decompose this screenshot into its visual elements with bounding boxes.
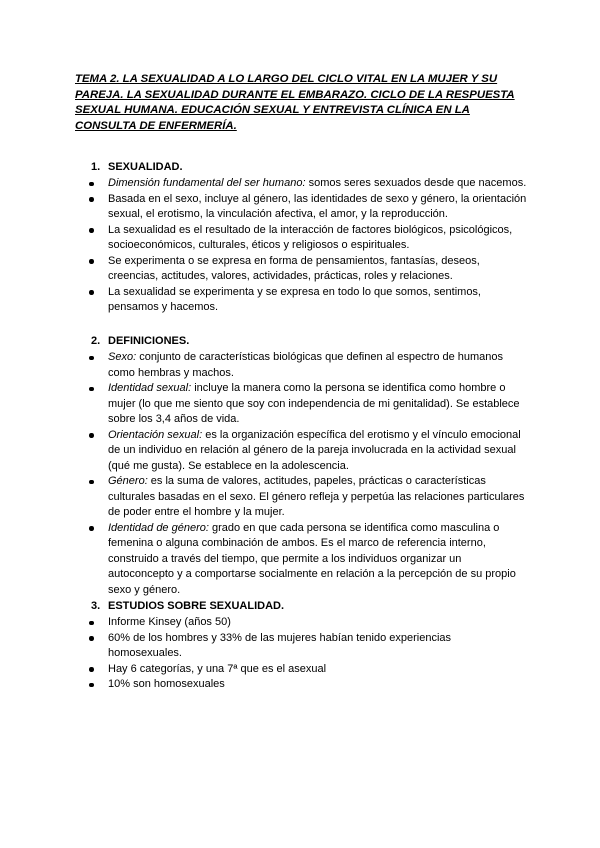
list-item xyxy=(0,381,600,428)
bullet-icon xyxy=(89,683,94,688)
bullet-list xyxy=(0,176,600,316)
bullet-list xyxy=(0,615,600,693)
section-heading xyxy=(91,334,189,349)
term: Sexo: xyxy=(108,351,137,363)
bullet-icon xyxy=(89,526,94,531)
bullet-icon xyxy=(89,621,94,626)
bullet-icon xyxy=(89,387,94,392)
bullet-icon xyxy=(89,290,94,295)
bullet-icon xyxy=(89,480,94,485)
bullet-icon xyxy=(89,636,94,641)
document-title: TEMA 2. LA SEXUALIDAD A LO LARGO DEL CICLO VITAL EN LA MUJER Y SU PAREJA. LA SEXUALIDAD DURANTE EL EMBARAZO. CICLO DE LA RESPUESTA SEXUAL HUMANA. EDUCACIÓN SEXUAL Y ENTREVISTA CLÍNICA EN LA CONSULTA DE ENFERMERÍA. xyxy=(75,73,515,132)
section-heading xyxy=(91,160,183,175)
item-text: es la organización específica del erotismo y el vínculo emocional de un individuo en relación al género de la pareja involucrada en la actividad sexual (qué me gusta). Se establece en la adolescencia. xyxy=(108,428,521,472)
list-item xyxy=(0,615,600,631)
bullet-icon xyxy=(89,667,94,672)
list-item xyxy=(0,176,600,192)
item-text: Informe Kinsey (años 50) xyxy=(108,616,231,628)
bullet-icon xyxy=(89,182,94,187)
item-text: 60% de los hombres y 33% de las mujeres habían tenido experiencias homosexuales. xyxy=(108,631,452,659)
item-text: La sexualidad se experimenta y se expresa en todo lo que somos, sentimos, pensamos y hacemos. xyxy=(108,285,481,313)
list-item xyxy=(0,474,600,521)
list-item xyxy=(0,662,600,678)
term: Dimensión fundamental del ser humano: xyxy=(108,177,306,189)
list-item xyxy=(0,428,600,475)
section-number: 3. xyxy=(91,600,101,612)
item-text: incluye la manera como la persona se identifica como hombre o mujer (lo que me siento que soy con independencia de mi genitalidad). Se establece sobre los 3,4 años de vida. xyxy=(108,382,520,425)
section-heading xyxy=(91,599,284,614)
item-text: es la suma de valores, actitudes, papeles, prácticas o características culturales basadas en el sexo. El género refleja y perpetúa las relaciones particulares de poder entre el hombre y la mujer. xyxy=(108,475,525,518)
item-text: conjunto de características biológicas que definen al espectro de humanos como hembras y machos. xyxy=(108,351,504,379)
item-text: La sexualidad es el resultado de la interacción de factores biológicos, psicológicos, socioeconómicos, culturales, éticos y religiosos o espirituales. xyxy=(108,223,513,251)
section-title: DEFINICIONES. xyxy=(108,335,190,347)
term: Identidad de género: xyxy=(108,521,209,534)
list-item xyxy=(0,631,600,662)
bullet-icon xyxy=(89,259,94,264)
bullet-icon xyxy=(89,228,94,233)
section-title: ESTUDIOS SOBRE SEXUALIDAD. xyxy=(108,600,285,612)
item-text: Basada en el sexo, incluye al género, las identidades de sexo y género, la orientación sexual, el erotismo, la vinculación afectiva, el amor, y la reproducción. xyxy=(108,192,527,220)
list-item xyxy=(0,192,600,223)
item-text: somos seres sexuados desde que nacemos. xyxy=(305,177,527,189)
item-text: grado en que cada persona se identifica como masculina o femenina o alguna combinación de ambos. Es el marco de referencia interno, construido a través del tiempo, que permite a los individuos organizar un autoconcepto y a comportarse socialmente en relación a la percepción de su propio sexo y género. xyxy=(108,521,516,596)
section-number: 1. xyxy=(91,161,101,173)
item-text: Hay 6 categorías, y una 7ª que es el asexual xyxy=(108,662,327,675)
bullet-icon xyxy=(89,197,94,202)
list-item xyxy=(0,285,600,316)
bullet-list xyxy=(0,350,600,598)
term: Identidad sexual: xyxy=(108,382,192,394)
section-title: SEXUALIDAD. xyxy=(108,161,183,173)
bullet-icon xyxy=(89,356,94,361)
list-item xyxy=(0,521,600,599)
list-item xyxy=(0,677,600,693)
item-text: 10% son homosexuales xyxy=(108,678,225,690)
section-number: 2. xyxy=(91,335,101,347)
list-item xyxy=(0,254,600,285)
term: Orientación sexual: xyxy=(108,428,203,441)
bullet-icon xyxy=(89,433,94,438)
item-text: Se experimenta o se expresa en forma de pensamientos, fantasías, deseos, creencias, actitudes, valores, actividades, prácticas, roles y relaciones. xyxy=(108,254,480,282)
term: Género: xyxy=(108,475,148,487)
list-item xyxy=(0,350,600,381)
list-item xyxy=(0,223,600,254)
